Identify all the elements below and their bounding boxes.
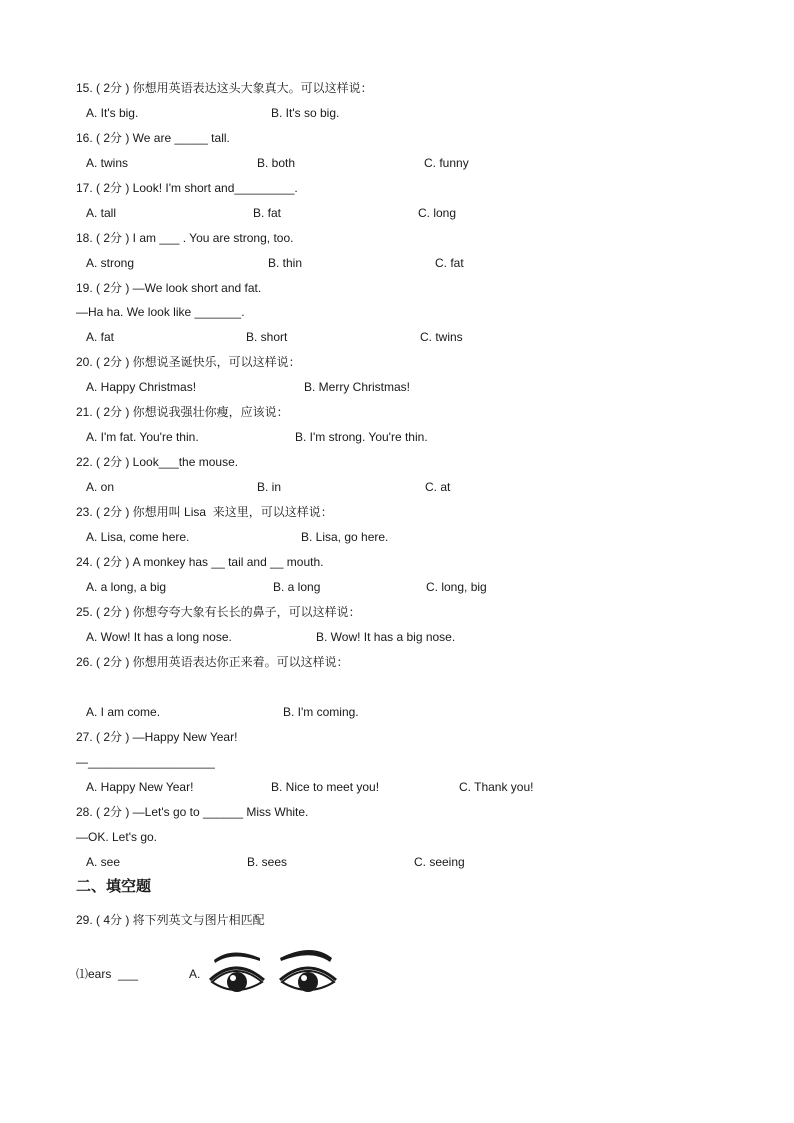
question-29-item-1: ⑴ears ___ — [76, 967, 139, 981]
question-27-stem: 27. ( 2分 ) —Happy New Year! — [76, 730, 238, 744]
question-18-option-a: A. strong — [86, 256, 135, 270]
question-23-option-a: A. Lisa, come here. — [86, 530, 190, 544]
eyes-picture — [208, 944, 340, 1004]
question-24-stem: 24. ( 2分 ) A monkey has __ tail and __ mouth. — [76, 555, 324, 569]
question-25-option-b: B. Wow! It has a big nose. — [316, 630, 456, 644]
question-28-option-a: A. see — [86, 855, 121, 869]
left-eye-icon — [210, 968, 264, 992]
question-24-option-b: B. a long — [273, 580, 321, 594]
question-22-option-b: B. in — [257, 480, 282, 494]
question-21-stem: 21. ( 2分 ) 你想说我强壮你瘦，应该说： — [76, 405, 289, 419]
question-21-option-b: B. I'm strong. You're thin. — [295, 430, 428, 444]
question-27-option-a: A. Happy New Year! — [86, 780, 194, 794]
question-22-option-c: C. at — [425, 480, 451, 494]
question-19-reply: —Ha ha. We look like _______. — [76, 305, 245, 319]
question-20-option-a: A. Happy Christmas! — [86, 380, 197, 394]
question-19-option-a: A. fat — [86, 330, 115, 344]
question-18-option-c: C. fat — [435, 256, 464, 270]
question-24-option-c: C. long, big — [426, 580, 487, 594]
question-29-stem: 29. ( 4分 ) 将下列英文与图片相匹配 — [76, 913, 265, 927]
question-28-reply: —OK. Let's go. — [76, 830, 157, 844]
question-16-option-a: A. twins — [86, 156, 129, 170]
question-16-option-b: B. both — [257, 156, 296, 170]
question-24-option-a: A. a long, a big — [86, 580, 167, 594]
question-28-stem: 28. ( 2分 ) —Let's go to ______ Miss White. — [76, 805, 309, 819]
question-20-stem: 20. ( 2分 ) 你想说圣诞快乐，可以这样说： — [76, 355, 301, 369]
question-20-option-b: B. Merry Christmas! — [304, 380, 411, 394]
question-15-option-a: A. It's big. — [86, 106, 139, 120]
question-22-option-a: A. on — [86, 480, 115, 494]
left-eyebrow-icon — [214, 952, 260, 963]
question-18-stem: 18. ( 2分 ) I am ___ . You are strong, too. — [76, 231, 294, 245]
question-19-stem: 19. ( 2分 ) —We look short and fat. — [76, 281, 262, 295]
question-15-stem: 15. ( 2分 ) 你想用英语表达这头大象真大。可以这样说： — [76, 81, 373, 95]
question-29-option-a-label: A. — [189, 967, 201, 981]
question-17-option-c: C. long — [418, 206, 457, 220]
question-17-option-a: A. tall — [86, 206, 117, 220]
question-19-option-c: C. twins — [420, 330, 463, 344]
question-25-stem: 25. ( 2分 ) 你想夸夸大象有长长的鼻子，可以这样说： — [76, 605, 361, 619]
question-23-stem: 23. ( 2分 ) 你想用叫 Lisa 来这里，可以这样说： — [76, 505, 333, 519]
question-28-option-c: C. seeing — [414, 855, 465, 869]
question-17-option-b: B. fat — [253, 206, 282, 220]
question-26-option-b: B. I'm coming. — [283, 705, 359, 719]
question-21-option-a: A. I'm fat. You're thin. — [86, 430, 199, 444]
question-26-stem: 26. ( 2分 ) 你想用英语表达你正来着。可以这样说： — [76, 655, 349, 669]
question-27-option-c: C. Thank you! — [459, 780, 534, 794]
question-17-stem: 17. ( 2分 ) Look! I'm short and_________. — [76, 181, 298, 195]
right-eyebrow-icon — [280, 950, 332, 962]
question-27-option-b: B. Nice to meet you! — [271, 780, 380, 794]
question-25-option-a: A. Wow! It has a long nose. — [86, 630, 232, 644]
question-26-option-a: A. I am come. — [86, 705, 161, 719]
question-15-option-b: B. It's so big. — [271, 106, 340, 120]
question-23-option-b: B. Lisa, go here. — [301, 530, 389, 544]
question-27-reply: —___________________ — [76, 755, 215, 769]
question-22-stem: 22. ( 2分 ) Look___the mouse. — [76, 455, 239, 469]
section-title: 二、填空题 — [76, 878, 152, 895]
question-16-stem: 16. ( 2分 ) We are _____ tall. — [76, 131, 230, 145]
question-18-option-b: B. thin — [268, 256, 303, 270]
question-19-option-b: B. short — [246, 330, 288, 344]
right-eye-icon — [280, 968, 336, 992]
question-28-option-b: B. sees — [247, 855, 288, 869]
question-16-option-c: C. funny — [424, 156, 469, 170]
